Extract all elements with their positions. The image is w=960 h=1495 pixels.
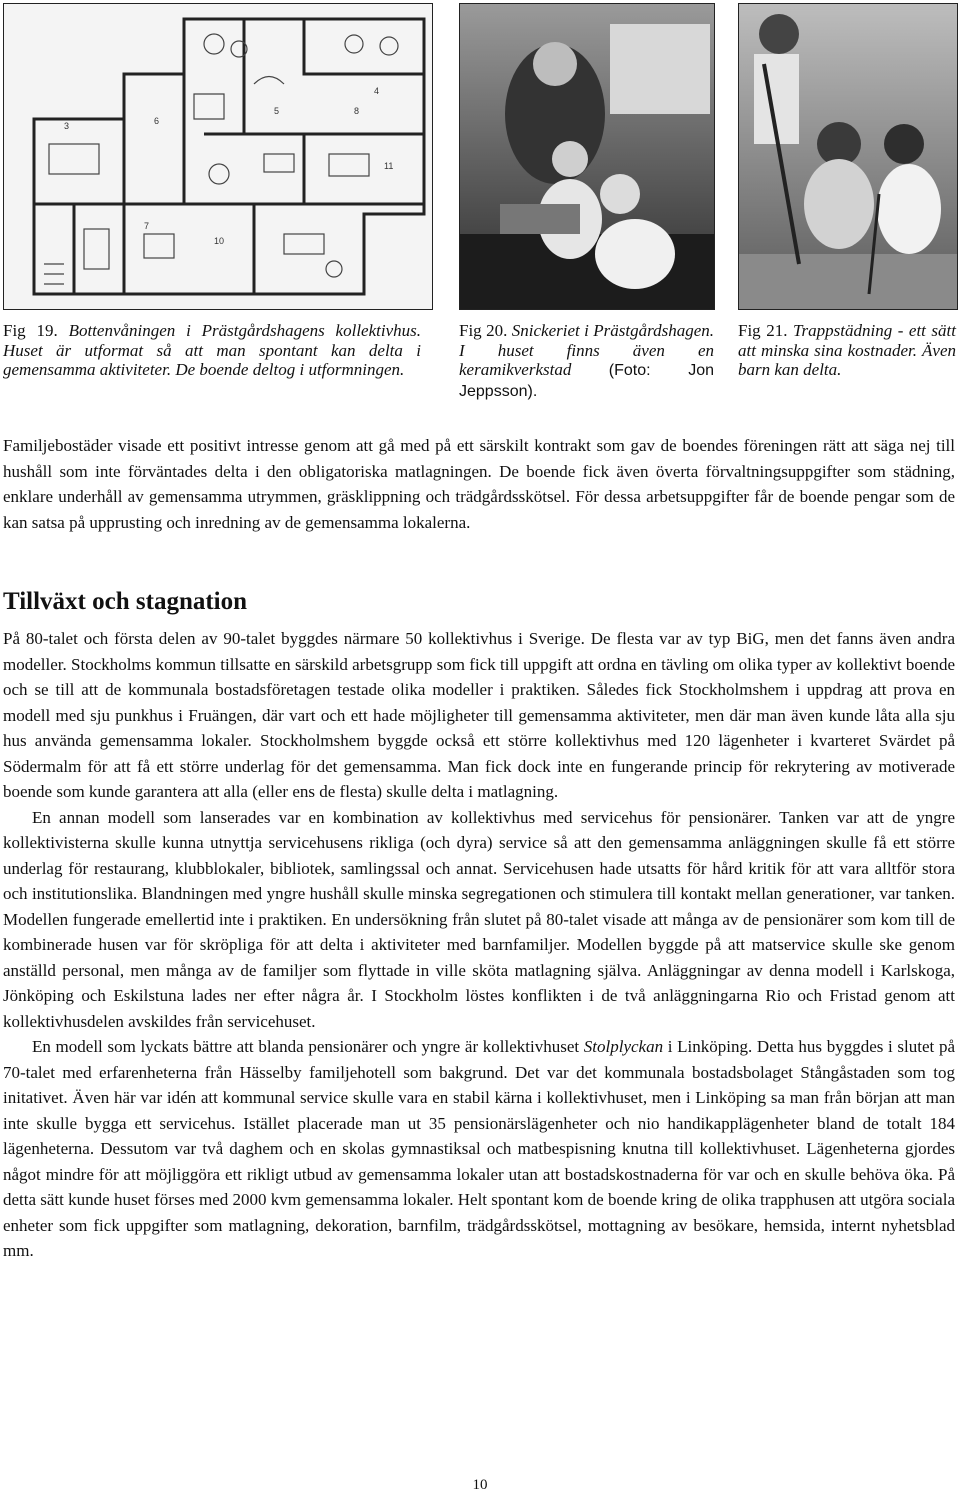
- page-number: 10: [472, 1477, 488, 1493]
- stair-cleaning-photo: [739, 4, 957, 309]
- figure-21-photo: [738, 3, 958, 310]
- svg-text:6: 6: [154, 116, 160, 126]
- figure-20-caption: [459, 321, 714, 401]
- paragraph-2: En annan modell som lanserades var en kombination av kollektivhus med servicehus för pensionärer. Tanken var att de yngre kollektivisterna skulle kunna utnyttja servicehusens rikliga (och dyra) service så att den gemensamma anläggningen skulle få ett större underlag för restaurang, klubblokaler, bibliotek, samlingssal och annat. Servicehusen hade utsatts för hård kritik för att vara alltför stora och institutionslika. Blandningen med yngre hushåll skulle minska segregationen och stimulera till kontakt mellan generationer, var tanken. Modellen fungerade emellertid inte i praktiken. En undersökning från slutet på 80-talet visade att många av de pensionärer som kom till de kombinerade husen var för skröpliga för att delta i aktiviteter med barnfamiljer. Modellen byggde på att matservice skulle ske genom anställd personal, men många av de familjer som flyttade in ville sköta matlagning själva. Anläggningar av denna modell i Karlskoga, Jönköping och Eskilstuna lades ner efter några år. I Stockholm löstes konflikten i de två anläggningarna Rio och Fristad genom att kollektivhusdelen avskildes från servicehuset.: [3, 807, 955, 1031]
- figure-21-caption: [738, 321, 956, 380]
- figure-20-photo: [459, 3, 715, 310]
- figure-19-floor-plan: [3, 3, 433, 310]
- section-heading: Tillväxt och stagnation: [3, 588, 248, 615]
- stolplyckan-name: Stolplyckan: [583, 1037, 664, 1056]
- figure-label: Fig 20.: [459, 321, 508, 340]
- caption-tail: (Foto: Jon Jeppsson).: [459, 362, 714, 400]
- section-body: [3, 626, 955, 1264]
- paragraph-3-start: En modell som lyckats bättre att blanda pensionärer och yngre är kollektivhuset: [32, 1037, 584, 1056]
- caption-text: Bottenvåningen i Prästgårdshagens kollektivhus. Huset är utformat så att man spontant kan delta i gemensamma aktiviteter. De boende deltog i utformningen.: [3, 321, 421, 379]
- svg-text:4: 4: [374, 86, 380, 96]
- caption-text: Trappstädning - ett sätt att minska sina kostnader. Även barn kan delta.: [738, 321, 956, 379]
- svg-text:5: 5: [274, 106, 280, 116]
- figure-label: Fig 19.: [3, 321, 58, 340]
- svg-text:11: 11: [384, 161, 394, 171]
- floor-plan-drawing: [4, 4, 432, 309]
- svg-text:3: 3: [64, 121, 70, 131]
- svg-text:7: 7: [144, 221, 150, 231]
- svg-text:8: 8: [354, 106, 360, 116]
- woodworking-photo: [460, 4, 714, 309]
- paragraph-3: [3, 1034, 955, 1264]
- intro-paragraph: Familjebostäder visade ett positivt intresse genom att gå med på ett särskilt kontrakt som gav de boendes föreningen rätt att säga nej till hushåll som inte förväntades delta i den obligatoriska matlagningen. De boende fick även överta förvaltningsuppgifter som städning, enklare underhåll av gemensamma utrymmen, gräsklippning och trädgårdsskötsel. För dessa arbetsuppgifter får de boende pengar som de kan satsa på upprusting och inredning av de gemensamma lokalerna.: [3, 436, 955, 532]
- figure-19-caption: [3, 321, 421, 380]
- intro-paragraph-block: [3, 433, 955, 535]
- svg-text:10: 10: [214, 236, 225, 246]
- paragraph-3-end: i Linköping. Detta hus byggdes i slutet på 70-talet med erfarenheterna från Hässelby familjehotell som bakgrund. Det var det kommunala bostadsbolaget Stångåstaden som tog initativet. Även här var idén att kommunal service skulle vara en stabil kärna i kollektivhuset, men i Linköping sa man från början att man inte skulle bygga ett servicehus. Istället placerade man ut 35 pensionärslägenheter och nio handikapplägenheter bland de totalt 184 lägenheterna. Dessutom var två daghem och en skolas gymnastiksal och matbespisning knutna till kollektivhuset. Lägenheterna gjordes något mindre för att möjliggöra ett rikligt utbud av gemensamma lokaler utan att bostadskostnaderna för var och en skulle behöva öka. På detta sätt kunde huset förses med 2000 kvm gemensamma lokaler. Helt spontant kom de boende kring de olika trapphusen att utgöra sociala enheter som fick uppgifter som matlagning, dekoration, barnfilm, trädgårdsskötsel, mottagning av besökare, hemsida, internt nyhetsblad mm.: [3, 1037, 955, 1260]
- caption-text: Snickeriet i Prästgårdshagen. I huset finns även en keramikverkstad: [459, 321, 714, 379]
- paragraph-1: På 80-talet och första delen av 90-talet byggdes närmare 50 kollektivhus i Sverige. De flesta var av typ BiG, men det fanns även andra modeller. Stockholms kommun tillsatte en särskild arbetsgrupp som fick till uppgift att ordna en tävling om olika typer av kollektivt boende och se till att de kommunala bostadsföretagen testade olika modeller i praktiken. Således fick Stockholmshem i uppdrag att prova en modell med sju punkhus i Fruängen, där vart och ett hade möjligheter till gemensamma aktiviteter, men där man även kunde låta alla sju hus använda gemensamma lokaler. Stockholmshem byggde också ett större kollektivhus med 120 lägenheter i kvarteret Svärdet på Södermalm för att få ett större underlag för det gemensamma. Man fick dock inte en fungerande princip för rekrytering av motiverade boende som kunde garantera att alla (eller ens de flesta) skulle delta i matlagning.: [3, 629, 955, 801]
- figure-label: Fig 21.: [738, 321, 788, 340]
